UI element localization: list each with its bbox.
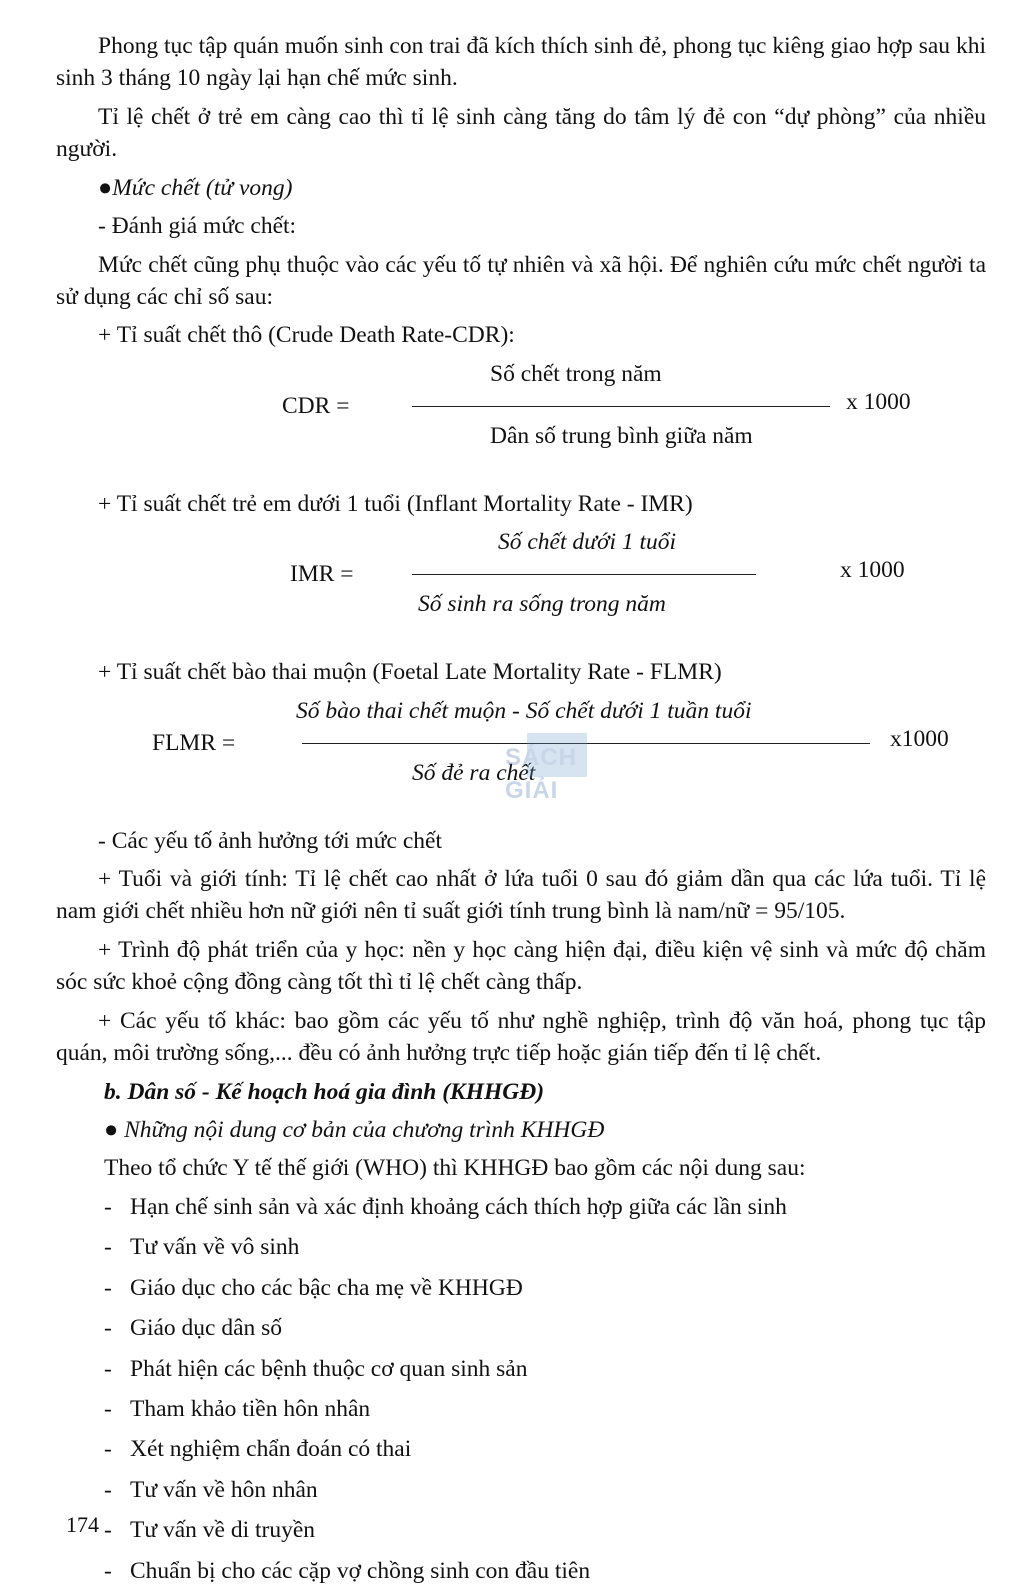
imr-fraction-bar xyxy=(412,574,756,575)
list-item xyxy=(56,1231,986,1263)
list-dash: - xyxy=(104,1436,112,1463)
list-item xyxy=(56,1514,986,1546)
paragraph-customs: Phong tục tập quán muốn sinh con trai đã kích thích sinh đẻ, phong tục kiêng giao hợp sau khi sinh 3 tháng 10 ngày lại hạn chế mức sinh. xyxy=(56,33,986,92)
imr-title: + Tỉ suất chết trẻ em dưới 1 tuổi (Inflant Mortality Rate - IMR) xyxy=(98,490,693,517)
cdr-title: + Tỉ suất chết thô (Crude Death Rate-CDR): xyxy=(98,322,515,349)
cdr-multiplier: x 1000 xyxy=(846,388,911,415)
page-number: 174 xyxy=(66,1512,99,1537)
cdr-formula xyxy=(56,358,986,482)
who-intro: Theo tổ chức Y tế thế giới (WHO) thì KHHGĐ bao gồm các nội dung sau: xyxy=(104,1155,806,1182)
list-dash: - xyxy=(104,1476,112,1503)
factor-other: + Các yếu tố khác: bao gồm các yếu tố như nghề nghiệp, trình độ văn hoá, phong tục tập quán, môi trường sống,... đều có ảnh hưởng trực tiếp hoặc gián tiếp đến tỉ lệ chết. xyxy=(56,1007,986,1067)
flmr-formula xyxy=(56,695,986,819)
list-item-text: Tư vấn về vô sinh xyxy=(130,1234,300,1261)
list-item-text: Chuẩn bị cho các cặp vợ chồng sinh con đầu tiên xyxy=(130,1557,591,1584)
list-item xyxy=(56,1433,986,1465)
flmr-numerator: Số bào thai chết muộn - Số chết dưới 1 tuần tuổi xyxy=(296,697,752,724)
imr-denominator: Số sinh ra sống trong năm xyxy=(418,591,666,618)
cdr-denominator: Dân số trung bình giữa năm xyxy=(490,422,753,449)
flmr-multiplier: x1000 xyxy=(890,725,949,752)
cdr-label: CDR = xyxy=(282,392,350,419)
heading-mortality: ●Mức chết (tử vong) xyxy=(98,174,293,201)
factors-heading: - Các yếu tố ảnh hưởng tới mức chết xyxy=(98,827,442,854)
flmr-denominator: Số đẻ ra chết xyxy=(412,759,536,786)
who-content-list xyxy=(56,1191,986,1587)
imr-formula xyxy=(56,526,986,650)
watermark-text: SÁCH GIẢI xyxy=(505,744,578,805)
paragraph-mortality-intro: Mức chết cũng phụ thuộc vào các yếu tố tự nhiên và xã hội. Để nghiên cứu mức chết người ta sử dụng các chỉ số sau: xyxy=(56,251,986,310)
factor-age-gender: + Tuổi và giới tính: Tỉ lệ chết cao nhất ở lứa tuổi 0 sau đó giảm dần qua các lứa tuổi. Tỉ lệ nam giới chết nhiều hơn nữ giới nên tỉ suất giới tính trung bình là nam/nữ = 95/105. xyxy=(56,866,986,925)
list-item-text: Tham khảo tiền hôn nhân xyxy=(130,1395,371,1422)
list-item xyxy=(56,1272,986,1304)
list-item-text: Giáo dục cho các bậc cha mẹ về KHHGĐ xyxy=(130,1274,523,1301)
program-heading: ● Những nội dung cơ bản của chương trình KHHGĐ xyxy=(104,1117,605,1144)
flmr-fraction-bar xyxy=(302,743,870,744)
list-dash: - xyxy=(104,1274,112,1301)
list-item-text: Xét nghiệm chẩn đoán có thai xyxy=(130,1436,412,1463)
list-item-text: Tư vấn về hôn nhân xyxy=(130,1476,318,1503)
list-item-text: Tư vấn về di truyền xyxy=(130,1517,316,1544)
cdr-numerator: Số chết trong năm xyxy=(490,360,662,387)
list-dash: - xyxy=(104,1355,112,1382)
flmr-label: FLMR = xyxy=(152,729,236,756)
list-item xyxy=(56,1393,986,1425)
paragraph-child-mortality: Tỉ lệ chết ở trẻ em càng cao thì tỉ lệ sinh càng tăng do tâm lý đẻ con “dự phòng” của nhiều người. xyxy=(56,103,986,163)
list-dash: - xyxy=(104,1557,112,1584)
list-dash: - xyxy=(104,1193,112,1220)
imr-label: IMR = xyxy=(290,561,354,588)
list-dash: - xyxy=(104,1517,112,1544)
list-item xyxy=(56,1474,986,1506)
imr-multiplier: x 1000 xyxy=(840,557,905,584)
heading-assess-mortality: - Đánh giá mức chết: xyxy=(98,213,297,240)
list-item-text: Phát hiện các bệnh thuộc cơ quan sinh sản xyxy=(130,1355,528,1382)
list-dash: - xyxy=(104,1395,112,1422)
list-item-text: Giáo dục dân số xyxy=(130,1315,283,1342)
list-dash: - xyxy=(104,1315,112,1342)
factor-medicine: + Trình độ phát triển của y học: nền y học càng hiện đại, điều kiện vệ sinh và mức độ chăm sóc sức khoẻ cộng đồng càng tốt thì tỉ lệ chết càng thấp. xyxy=(56,936,986,996)
list-item xyxy=(56,1191,986,1223)
list-item-text: Hạn chế sinh sản và xác định khoảng cách thích hợp giữa các lần sinh xyxy=(130,1193,787,1220)
flmr-title: + Tỉ suất chết bào thai muộn (Foetal Late Mortality Rate - FLMR) xyxy=(98,659,722,686)
list-item xyxy=(56,1555,986,1587)
imr-numerator: Số chết dưới 1 tuổi xyxy=(498,529,677,556)
list-item xyxy=(56,1353,986,1385)
list-dash: - xyxy=(104,1234,112,1261)
list-item xyxy=(56,1312,986,1344)
section-b-heading: b. Dân số - Kế hoạch hoá gia đình (KHHGĐ) xyxy=(104,1078,545,1105)
cdr-fraction-bar xyxy=(412,406,830,407)
page-content xyxy=(56,30,986,1595)
